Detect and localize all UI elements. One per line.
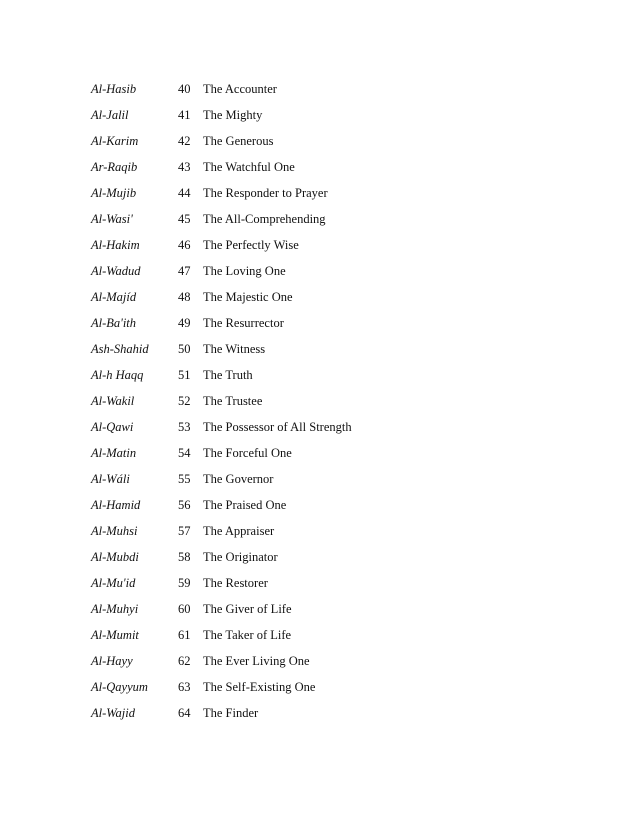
meaning: The Majestic One [203,290,293,304]
name-number: 56 [178,498,191,512]
meaning: The Praised One [203,498,287,512]
list-item [91,651,391,677]
transliteration: Al-Jalil [91,108,129,122]
name-number: 53 [178,420,191,434]
meaning: The All-Comprehending [203,212,326,226]
transliteration: Al-Mujib [91,186,137,200]
transliteration: Ar-Raqib [91,160,138,174]
transliteration: Al-Wáli [91,472,130,486]
transliteration: Al-Hayy [91,654,133,668]
name-number: 62 [178,654,191,668]
list-item [91,625,391,651]
list-item [91,235,391,261]
list-item [91,339,391,365]
meaning: The Mighty [203,108,263,122]
transliteration: Al-Wakil [91,394,135,408]
meaning: The Restorer [203,576,268,590]
meaning: The Accounter [203,82,277,96]
name-number: 45 [178,212,191,226]
transliteration: Al-Mubdi [91,550,139,564]
meaning: The Possessor of All Strength [203,420,352,434]
list-item [91,391,391,417]
name-number: 50 [178,342,191,356]
transliteration: Al-Qayyum [91,680,148,694]
transliteration: Al-Wajid [91,706,135,720]
name-number: 48 [178,290,191,304]
name-number: 44 [178,186,191,200]
name-number: 61 [178,628,191,642]
list-item [91,209,391,235]
meaning: The Ever Living One [203,654,310,668]
list-item [91,599,391,625]
list-item [91,79,391,105]
meaning: The Finder [203,706,259,720]
meaning: The Giver of Life [203,602,292,616]
transliteration: Al-Matin [91,446,137,460]
name-number: 41 [178,108,191,122]
name-number: 51 [178,368,191,382]
meaning: The Loving One [203,264,286,278]
meaning: The Perfectly Wise [203,238,299,252]
transliteration: Al-Muhsi [91,524,138,538]
transliteration: Al-Muhyi [91,602,139,616]
list-item [91,521,391,547]
meaning: The Watchful One [203,160,295,174]
meaning: The Self-Existing One [203,680,316,694]
list-item [91,365,391,391]
meaning: The Witness [203,342,266,356]
transliteration: Al-Mumit [91,628,139,642]
list-item [91,261,391,287]
meaning: The Truth [203,368,253,382]
meaning: The Governor [203,472,274,486]
transliteration: Al-h Haqq [91,368,144,382]
transliteration: Al-Hasib [91,82,137,96]
list-item [91,677,391,703]
meaning: The Appraiser [203,524,275,538]
name-number: 54 [178,446,191,460]
list-item [91,287,391,313]
transliteration: Al-Karim [91,134,139,148]
list-item [91,703,391,729]
name-number: 52 [178,394,191,408]
transliteration: Al-Wadud [91,264,141,278]
name-number: 63 [178,680,191,694]
meaning: The Generous [203,134,274,148]
transliteration: Al-Ba'ith [91,316,137,330]
meaning: The Responder to Prayer [203,186,328,200]
meaning: The Forceful One [203,446,292,460]
transliteration: Al-Hakim [91,238,140,252]
name-number: 57 [178,524,191,538]
name-number: 42 [178,134,191,148]
name-number: 49 [178,316,191,330]
list-item [91,183,391,209]
transliteration: Ash-Shahid [91,342,149,356]
transliteration: Al-Wasi' [91,212,133,226]
name-number: 40 [178,82,191,96]
meaning: The Originator [203,550,278,564]
list-item [91,547,391,573]
list-item [91,131,391,157]
list-item [91,105,391,131]
name-number: 46 [178,238,191,252]
transliteration: Al-Qawi [91,420,134,434]
meaning: The Trustee [203,394,263,408]
transliteration: Al-Majíd [91,290,137,304]
name-number: 64 [178,706,191,720]
transliteration: Al-Hamid [91,498,141,512]
name-number: 43 [178,160,191,174]
name-number: 55 [178,472,191,486]
transliteration: Al-Mu'id [91,576,136,590]
list-item [91,469,391,495]
meaning: The Taker of Life [203,628,292,642]
list-item [91,573,391,599]
name-number: 47 [178,264,191,278]
name-number: 58 [178,550,191,564]
name-number: 59 [178,576,191,590]
name-number: 60 [178,602,191,616]
meaning: The Resurrector [203,316,284,330]
list-item [91,417,391,443]
list-item [91,495,391,521]
list-item [91,157,391,183]
list-item [91,313,391,339]
names-list [91,79,391,729]
list-item [91,443,391,469]
